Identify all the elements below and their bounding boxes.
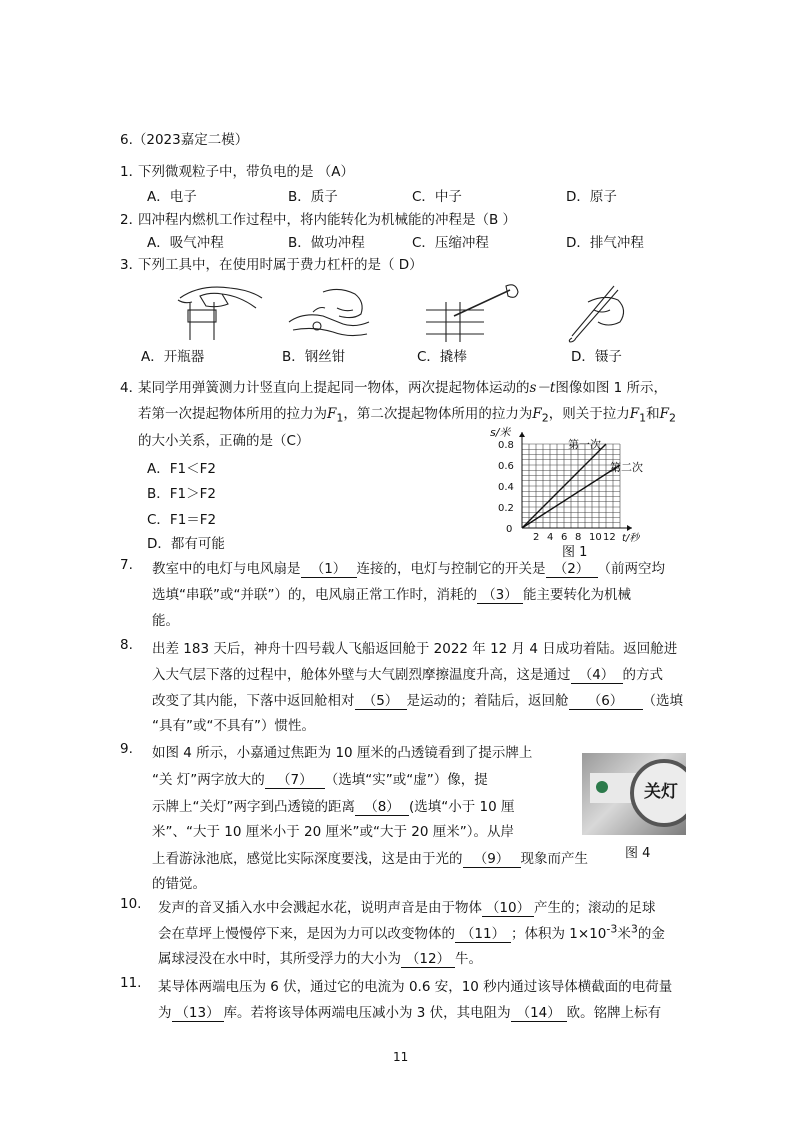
q9-line3: 示牌上“关灯”两字到凸透镜的距离 （8） (选填“小于 10 厘 xyxy=(152,799,515,815)
q4-line3: 的大小关系，正确的是（C） xyxy=(138,433,310,449)
crowbar-illustration xyxy=(424,282,524,344)
y-axis-arrow xyxy=(519,432,525,437)
blank-3: （3） xyxy=(477,588,523,604)
photo-sign-text: 关灯 xyxy=(644,782,678,802)
blank-7: （7） xyxy=(265,773,325,789)
st-symbol: s－t xyxy=(529,380,556,396)
blank-6: （6） xyxy=(569,694,643,710)
q9-line4: 米”、“大于 10 厘米小于 20 厘米”或“大于 20 厘米”）。从岸 xyxy=(152,824,515,840)
q3-option-b: B．钢丝钳 xyxy=(282,349,346,365)
st-graph xyxy=(478,420,658,560)
y-tick-label: 0.6 xyxy=(498,461,514,472)
q10-line2: 会在草坪上慢慢停下来，是因为力可以改变物体的 （11） ；体积为 $1\times 10^{-3}$米$^3$的金 xyxy=(158,922,665,942)
q9-line6: 的错觉。 xyxy=(152,876,206,892)
q2-number: 2． xyxy=(120,212,143,228)
q1-option-a: A．电子 xyxy=(147,189,197,205)
x-tick-label: 2 xyxy=(533,532,540,543)
q1-option-d: D．原子 xyxy=(566,189,617,205)
q4-option-b: B．F1＞F2 xyxy=(147,486,216,502)
q1-stem: 下列微观粒子中，带负电的是 （A） xyxy=(138,164,355,180)
page-number: 11 xyxy=(393,1050,409,1064)
x-tick-label: 8 xyxy=(575,532,582,543)
grid xyxy=(522,444,620,528)
y-tick-label: 0.4 xyxy=(498,482,514,493)
blank-14: （14） xyxy=(511,1006,567,1022)
q7-number: 7. xyxy=(120,557,133,573)
q4-number: 4． xyxy=(120,380,143,396)
q3-option-c: C．撬棒 xyxy=(417,349,467,365)
q3-option-a: A．开瓶器 xyxy=(141,349,205,365)
q9-line1: 如图 4 所示，小嘉通过焦距为 10 厘米的凸透镜看到了提示牌上 xyxy=(152,745,533,761)
x-tick-label: 6 xyxy=(561,532,568,543)
q7-line2: 选填“串联”或“并联”）的，电风扇正常工作时，消耗的 （3） 能主要转化为机械 xyxy=(152,587,631,603)
q8-line2: 入大气层下落的过程中，舱体外壁与大气剧烈摩擦温度升高，这是通过 （4） 的方式 xyxy=(152,667,663,683)
y-axis-label: s/米 xyxy=(490,426,511,439)
blank-4: （4） xyxy=(571,668,623,684)
q4-option-a: A．F1＜F2 xyxy=(147,461,216,477)
pliers-illustration xyxy=(283,282,379,344)
q7-line3: 能。 xyxy=(152,613,179,629)
blank-1: （1） xyxy=(301,562,357,578)
q4-line1: 某同学用弹簧测力计竖直向上提起同一物体，两次提起物体运动的s－t图像如图 1 所示， xyxy=(138,380,668,396)
y-tick-label: 0.2 xyxy=(498,503,514,514)
bottle-opener-illustration xyxy=(170,278,270,344)
x-tick-label: 4 xyxy=(547,532,554,543)
blank-13: （13） xyxy=(172,1006,224,1022)
q4-option-d: D．都有可能 xyxy=(147,536,225,552)
source-header: 6.（2023嘉定二模） xyxy=(120,132,249,148)
blank-11: （11） xyxy=(455,927,511,943)
q8-line1: 出差 183 天后，神舟十四号载人飞船返回舱于 2022 年 12 月 4 日成功着陆。返回舱进 xyxy=(152,641,678,657)
q11-line1: 某导体两端电压为 6 伏，通过它的电流为 0.6 安，10 秒内通过该导体横截面的电荷量 xyxy=(158,979,673,995)
q2-option-c: C．压缩冲程 xyxy=(412,235,489,251)
blank-2: （2） xyxy=(546,562,598,578)
q8-line4: “具有”或“不具有”）惯性。 xyxy=(152,718,315,734)
q4-option-c: C．F1＝F2 xyxy=(147,512,217,528)
q8-number: 8. xyxy=(120,637,133,653)
y-tick-label: 0 xyxy=(506,524,513,535)
q9-number: 9. xyxy=(120,741,133,757)
q2-option-a: A．吸气冲程 xyxy=(147,235,224,251)
blank-9: （9） xyxy=(463,852,521,868)
q3-option-d: D．镊子 xyxy=(571,349,622,365)
tweezers-illustration xyxy=(564,280,634,344)
series-label-second: 第二次 xyxy=(610,461,643,474)
q2-option-b: B．做功冲程 xyxy=(288,235,365,251)
q1-number: 1． xyxy=(120,164,143,180)
x-tick-label: 12 xyxy=(603,532,616,543)
x-axis-arrow xyxy=(627,525,632,531)
q8-line3: 改变了其内能，下落中返回舱相对 （5） 是运动的；着陆后，返回舱 （6） （选填 xyxy=(152,693,683,709)
q3-number: 3． xyxy=(120,257,143,273)
q1-option-c: C．中子 xyxy=(412,189,462,205)
magnifier-photo xyxy=(582,753,686,835)
blank-12: （12） xyxy=(401,952,455,968)
y-tick-label: 0.8 xyxy=(498,440,514,451)
series-label-first: 第一次 xyxy=(568,438,601,451)
q7-line1: 教室中的电灯与电风扇是 （1） 连接的，电灯与控制它的开关是 （2） （前两空均 xyxy=(152,561,665,577)
x-tick-label: 10 xyxy=(589,532,602,543)
figure1-caption: 图 1 xyxy=(562,545,588,560)
q10-line1: 发声的音叉插入水中会溅起水花，说明声音是由于物体 （10） 产生的；滚动的足球 xyxy=(158,900,656,916)
q11-line2: 为 （13） 库。若将该导体两端电压减小为 3 伏，其电阻为 （14） 欧。铭牌上标有 xyxy=(158,1005,662,1021)
blank-8: （8） xyxy=(355,800,409,816)
q1-option-b: B．质子 xyxy=(288,189,338,205)
q11-number: 11. xyxy=(120,975,142,991)
blank-5: （5） xyxy=(355,694,407,710)
figure4-caption: 图 4 xyxy=(625,846,651,861)
q9-line2: “关 灯”两字放大的 （7） （选填“实”或“虚”）像，提 xyxy=(152,772,488,788)
q3-stem: 下列工具中，在使用时属于费力杠杆的是（ D） xyxy=(138,257,423,273)
x-axis-label: t/秒 xyxy=(622,533,640,544)
q10-line3: 属球浸没在水中时，其所受浮力的大小为 （12） 牛。 xyxy=(158,951,482,967)
q4-line2: 若第一次提起物体所用的拉力为$F_1$，第二次提起物体所用的拉力为$F_2$，则关于拉力$F_1$和$F_2$ xyxy=(138,406,676,425)
q9-line5: 上看游泳池底，感觉比实际深度要浅，这是由于光的 （9） 现象而产生 xyxy=(152,851,588,867)
q10-number: 10. xyxy=(120,896,142,912)
blank-10: （10） xyxy=(482,901,534,917)
q2-stem: 四冲程内燃机工作过程中，将内能转化为机械能的冲程是（B ） xyxy=(138,212,517,228)
q2-option-d: D．排气冲程 xyxy=(566,235,644,251)
